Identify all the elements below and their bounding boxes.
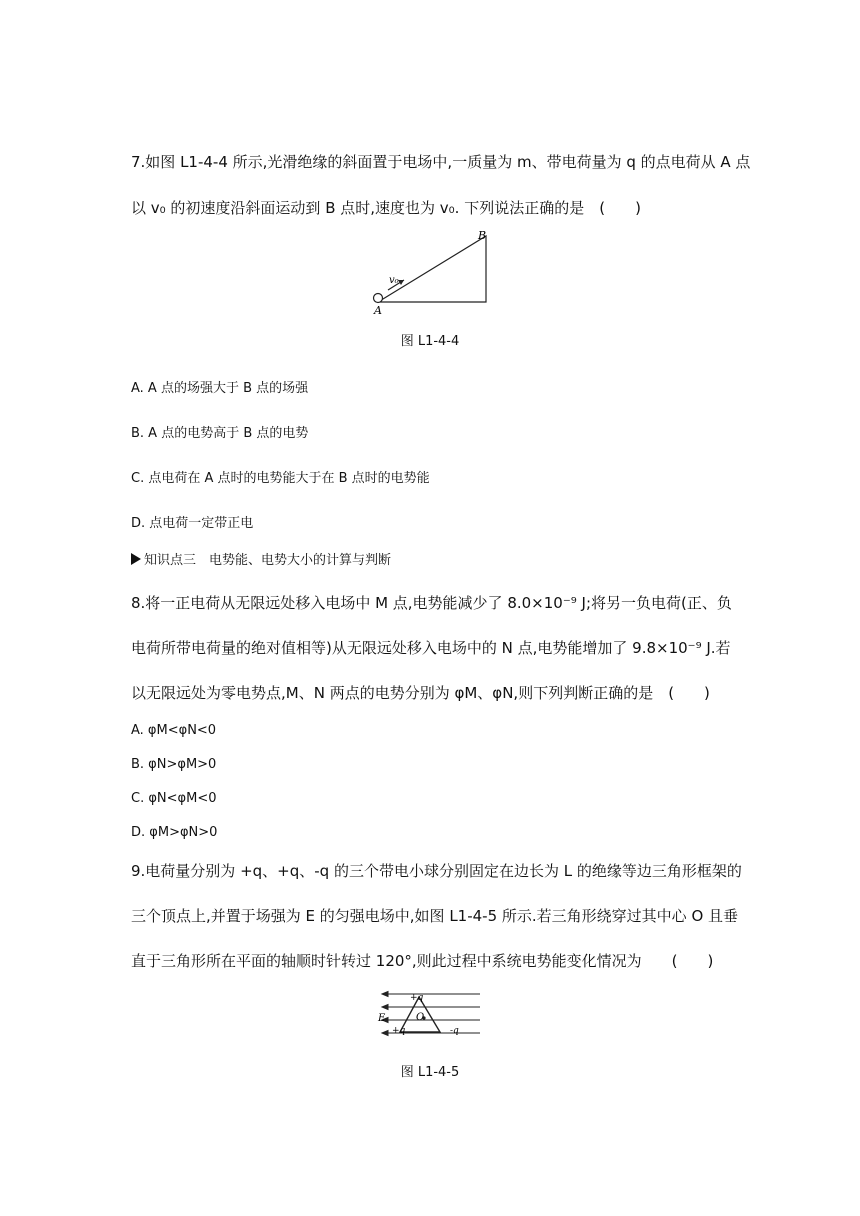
- section-title: 知识点三 电势能、电势大小的计算与判断: [144, 553, 392, 568]
- q7-option-b: B. A 点的电势高于 B 点的电势: [131, 426, 309, 441]
- section-heading: [131, 551, 750, 571]
- label-A: A: [374, 304, 382, 317]
- q7-option-c: C. 点电荷在 A 点时的电势能大于在 B 点时的电势能: [131, 471, 430, 486]
- figure-incline: [368, 228, 492, 318]
- q9-stem-line-2: 三个顶点上,并置于场强为 E 的匀强电场中,如图 L1-4-5 所示.若三角形绕穿过其中心 O 且垂: [131, 907, 739, 925]
- q9-stem-line-1: 9.电荷量分别为 +q、+q、-q 的三个带电小球分别固定在边长为 L 的绝缘等边三角形框架的: [131, 862, 742, 880]
- q7-stem-line-1: 7.如图 L1-4-4 所示,光滑绝缘的斜面置于电场中,一质量为 m、带电荷量为 q 的点电荷从 A 点: [131, 153, 751, 171]
- label-left-charge: +q: [392, 1026, 406, 1036]
- q8-option-c: C. φN<φM<0: [131, 791, 217, 806]
- label-B: B: [478, 229, 487, 242]
- q8-stem-line-2: 电荷所带电荷量的绝对值相等)从无限远处移入电场中的 N 点,电势能增加了 9.8×10⁻⁹ J.若: [131, 639, 731, 657]
- q8-option-a: A. φM<φN<0: [131, 723, 217, 738]
- label-v0: v₀: [389, 275, 399, 286]
- label-right-charge: -q: [450, 1026, 459, 1036]
- label-top-charge: +q: [410, 993, 424, 1003]
- charge-ball: [374, 294, 383, 303]
- incline-triangle: [378, 236, 486, 302]
- q7-stem-line-2: 以 v₀ 的初速度沿斜面运动到 B 点时,速度也为 v₀. 下列说法正确的是 ( ): [131, 199, 641, 217]
- figure-triangle-field: [374, 988, 486, 1046]
- q7-option-a: A. A 点的场强大于 B 点的场强: [131, 381, 309, 396]
- q8-stem-line-3: 以无限远处为零电势点,M、N 两点的电势分别为 φM、φN,则下列判断正确的是 ( ): [131, 684, 710, 702]
- triangle-marker-icon: [131, 553, 141, 565]
- label-center-O: O: [416, 1012, 425, 1023]
- figure-caption-l1-4-4: 图 L1-4-4: [400, 334, 460, 349]
- q8-option-d: D. φM>φN>0: [131, 825, 218, 840]
- q7-option-d: D. 点电荷一定带正电: [131, 516, 254, 531]
- figure-caption-l1-4-5: 图 L1-4-5: [400, 1065, 460, 1080]
- label-E: E: [378, 1013, 386, 1024]
- q8-stem-line-1: 8.将一正电荷从无限远处移入电场中 M 点,电势能减少了 8.0×10⁻⁹ J;将另一负电荷(正、负: [131, 594, 732, 612]
- q8-option-b: B. φN>φM>0: [131, 757, 217, 772]
- q9-stem-line-3: 直于三角形所在平面的轴顺时针转过 120°,则此过程中系统电势能变化情况为 ( ): [131, 952, 714, 970]
